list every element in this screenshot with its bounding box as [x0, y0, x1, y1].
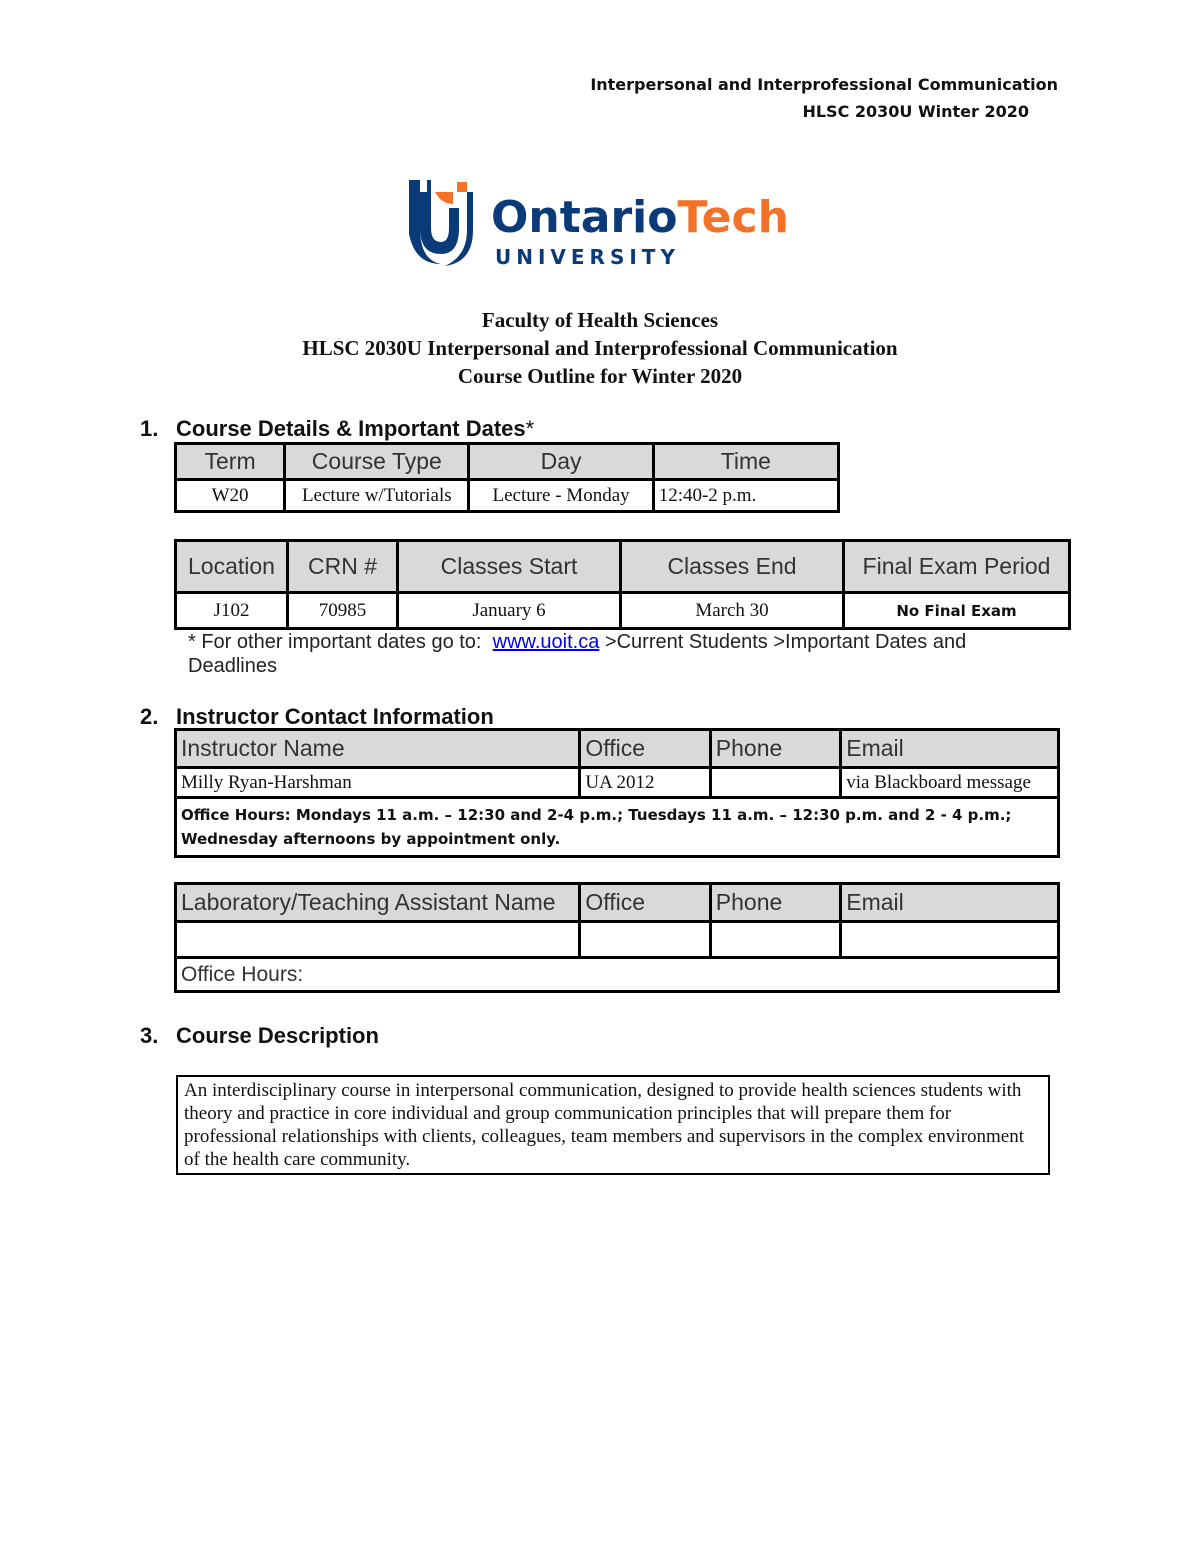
- section-title: Instructor Contact Information: [176, 704, 494, 729]
- header-cell: Time: [653, 444, 838, 480]
- section-title: Course Details & Important Dates: [176, 416, 526, 441]
- header-cell: Instructor Name: [176, 730, 580, 768]
- course-title: HLSC 2030U Interpersonal and Interprofessional Communication: [302, 336, 898, 360]
- assistant-office-hours: Office Hours:: [176, 958, 1059, 992]
- course-description: An interdisciplinary course in interpersonal communication, designed to provide health sciences students with theory and practice in core individual and group communication principles that will prepare them for professional relationships with clients, colleagues, team members and supervisors in the complex environment of the health care community.: [176, 1075, 1050, 1175]
- logo-tech: Tech: [677, 192, 789, 243]
- crn-cell: 70985: [288, 593, 398, 629]
- ontariotech-logo: [405, 178, 805, 270]
- assistant-table: [174, 882, 1060, 993]
- header-cell: Classes End: [621, 541, 844, 593]
- section-number: 3.: [140, 1023, 159, 1048]
- note-prefix: * For other important dates go to:: [188, 631, 482, 653]
- final-exam-cell: No Final Exam: [844, 593, 1070, 629]
- section-title: Course Description: [176, 1023, 379, 1048]
- important-dates-note: [188, 630, 1048, 678]
- header-cell: Classes Start: [398, 541, 621, 593]
- day-cell: Lecture - Monday: [469, 480, 653, 512]
- header-cell: Email: [841, 730, 1059, 768]
- header-cell: Course Type: [285, 444, 469, 480]
- logo-wordmark: [491, 192, 789, 243]
- location-cell: J102: [176, 593, 288, 629]
- instructor-table: [174, 728, 1060, 858]
- header-cell: Term: [176, 444, 285, 480]
- outline-title: Course Outline for Winter 2020: [457, 364, 743, 388]
- assistant-office-cell: [580, 922, 710, 958]
- uoit-link[interactable]: www.uoit.ca: [492, 631, 600, 653]
- header-cell: Phone: [710, 730, 840, 768]
- header-cell: Phone: [710, 884, 840, 922]
- header-cell: Office: [580, 884, 710, 922]
- header-cell: CRN #: [288, 541, 398, 593]
- note-suffix: >Current Students >Important Dates and Deadlines: [188, 631, 967, 677]
- header-cell: Location: [176, 541, 288, 593]
- section-3-heading: [140, 1023, 379, 1049]
- section-2-heading: [140, 704, 494, 730]
- instructor-name-cell: Milly Ryan-Harshman: [176, 768, 580, 798]
- dates-table: [174, 539, 1071, 630]
- logo-university: UNIVERSITY: [495, 245, 680, 269]
- instructor-office-hours: Office Hours: Mondays 11 a.m. – 12:30 and 2-4 p.m.; Tuesdays 11 a.m. – 12:30 p.m. and 2 - 4 p.m.; Wednesday afternoons by appointment only.: [176, 798, 1059, 857]
- header-course-name: Interpersonal and Interprofessional Communication: [590, 75, 1058, 94]
- term-cell: W20: [176, 480, 285, 512]
- instructor-phone-cell: [710, 768, 840, 798]
- course-type-cell: Lecture w/Tutorials: [285, 480, 469, 512]
- header-course-term: HLSC 2030U Winter 2020: [802, 102, 1029, 121]
- header-cell: Laboratory/Teaching Assistant Name: [176, 884, 580, 922]
- section-number: 2.: [140, 704, 159, 729]
- instructor-email-cell: via Blackboard message: [841, 768, 1059, 798]
- shield-emblem-icon: [409, 180, 473, 266]
- header-cell: Office: [580, 730, 710, 768]
- instructor-office-cell: UA 2012: [580, 768, 710, 798]
- header-cell: Email: [841, 884, 1059, 922]
- classes-end-cell: March 30: [621, 593, 844, 629]
- assistant-name-cell: [176, 922, 580, 958]
- logo-ontario: Ontario: [491, 192, 678, 243]
- classes-start-cell: January 6: [398, 593, 621, 629]
- asterisk: *: [525, 416, 535, 441]
- assistant-email-cell: [841, 922, 1059, 958]
- faculty-title: Faculty of Health Sciences: [481, 308, 719, 332]
- header-cell: Final Exam Period: [844, 541, 1070, 593]
- time-cell: 12:40-2 p.m.: [653, 480, 838, 512]
- section-number: 1.: [140, 416, 159, 441]
- assistant-phone-cell: [710, 922, 840, 958]
- course-details-table: [174, 442, 840, 513]
- header-cell: Day: [469, 444, 653, 480]
- section-1-heading: [140, 416, 534, 442]
